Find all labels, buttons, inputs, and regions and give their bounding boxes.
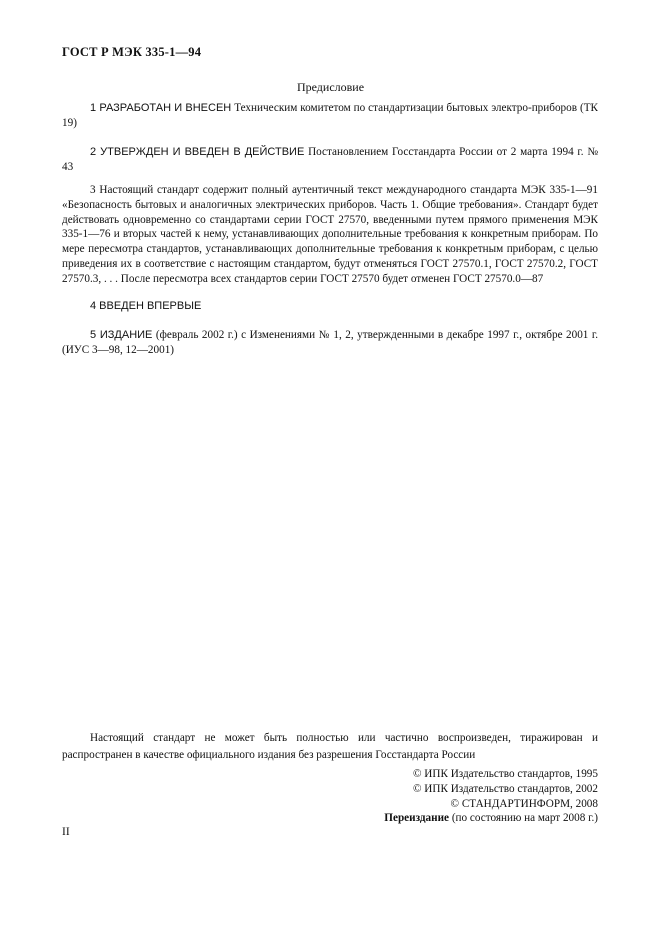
copyright-line-2008: © СТАНДАРТИНФОРМ, 2008 [450, 797, 598, 810]
preface-item-5-text: (февраль 2002 г.) с Изменениями № 1, 2, утвержденными в декабре 1997 г., октябре 2001 г. (ИУС 3—98, 12—2001) [62, 329, 598, 356]
preface-item-5-lead: 5 ИЗДАНИЕ [90, 329, 153, 341]
reprint-text: (по состоянию на март 2008 г.) [449, 812, 598, 825]
preface-item-4 [62, 299, 598, 314]
preface-item-1 [62, 101, 598, 131]
preface-item-1-text: Техническим комитетом по стандартизации бытовых электро-приборов (ТК 19) [62, 102, 599, 129]
reprint-line [384, 811, 598, 826]
preface-item-3 [62, 183, 598, 287]
document-id: ГОСТ Р МЭК 335-1—94 [62, 45, 202, 59]
preface-item-5 [62, 328, 598, 358]
preface-item-3-text: 3 Настоящий стандарт содержит полный аутентичный текст международного стандарта МЭК 335-1—91 «Безопасность бытовых и аналогичных электрических приборов. Часть 1. Общие требования». Стандарт будет действовать одновременно со стандартами серии ГОСТ 27570, введенными путем прямого применения МЭК 335-1—76 и вторых частей к нему, устанавливающих дополнительные требования к конкретным приборам. По мере пересмотра стандартов, устанавливающих дополнительные требования к конкретным приборам, с целью приведения их в соответствие с настоящим стандартом, будут отменяться ГОСТ 27570.1, ГОСТ 27570.2, ГОСТ 27570.3, . . . После пересмотра всех стандартов серии ГОСТ 27570 будет отменен ГОСТ 27570.0—87 [62, 184, 598, 285]
reproduction-notice: Настоящий стандарт не может быть полностью или частично воспроизведен, тиражирован и распространен в качестве официального издания без разрешения Госстандарта России [62, 732, 598, 761]
preface-title: Предисловие [296, 80, 365, 94]
preface-item-2-lead: 2 УТВЕРЖДЕН И ВВЕДЕН В ДЕЙСТВИЕ [90, 146, 305, 158]
reprint-label: Переиздание [384, 812, 450, 825]
preface-item-4-lead: 4 ВВЕДЕН ВПЕРВЫЕ [90, 300, 202, 312]
page-number: II [62, 826, 70, 838]
copyright-line-1995: © ИПК Издательство стандартов, 1995 [412, 768, 598, 780]
preface-item-2 [62, 145, 598, 175]
preface-item-1-lead: 1 РАЗРАБОТАН И ВНЕСЕН [90, 102, 232, 114]
copyright-block [384, 767, 598, 826]
copyright-line-2002: © ИПК Издательство стандартов, 2002 [412, 782, 598, 795]
preface-item-2-text: Постановлением Госстандарта России от 2 марта 1994 г. № 43 [62, 146, 598, 173]
